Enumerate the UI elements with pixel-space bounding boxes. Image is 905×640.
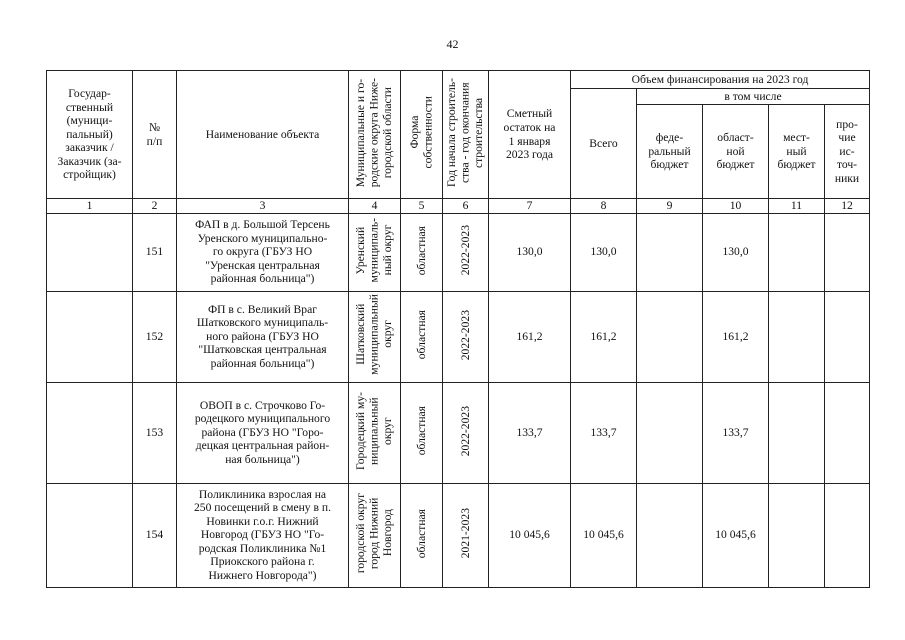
row-regional: 10 045,6 bbox=[703, 483, 769, 587]
row-municipality: Шатковский муниципальный округ bbox=[349, 291, 401, 382]
header-estimate: Сметный остаток на 1 января 2023 года bbox=[489, 71, 571, 199]
column-number: 9 bbox=[637, 199, 703, 214]
row-years: 2021-2023 bbox=[443, 483, 489, 587]
column-number: 3 bbox=[177, 199, 349, 214]
row-estimate: 133,7 bbox=[489, 382, 571, 483]
row-total: 161,2 bbox=[571, 291, 637, 382]
row-other bbox=[825, 382, 870, 483]
row-regional: 133,7 bbox=[703, 382, 769, 483]
column-number-row bbox=[47, 199, 870, 214]
row-regional: 161,2 bbox=[703, 291, 769, 382]
header-years: Год начала строитель- ства - год окончания строительства bbox=[443, 71, 489, 199]
header-ownership: Форма собственности bbox=[401, 71, 443, 199]
row-federal bbox=[637, 213, 703, 291]
header-other: про- чие ис- точ- ники bbox=[825, 105, 870, 199]
row-years: 2022-2023 bbox=[443, 213, 489, 291]
page-number: 42 bbox=[446, 37, 459, 51]
row-total: 130,0 bbox=[571, 213, 637, 291]
row-total: 133,7 bbox=[571, 382, 637, 483]
row-num: 152 bbox=[133, 291, 177, 382]
column-number: 11 bbox=[769, 199, 825, 214]
row-ownership: областная bbox=[401, 291, 443, 382]
column-number: 7 bbox=[489, 199, 571, 214]
header-local: мест- ный бюджет bbox=[769, 105, 825, 199]
row-regional: 130,0 bbox=[703, 213, 769, 291]
column-number: 4 bbox=[349, 199, 401, 214]
row-customer bbox=[47, 483, 133, 587]
row-local bbox=[769, 213, 825, 291]
column-number: 8 bbox=[571, 199, 637, 214]
row-object-name: ФП в с. Великий Враг Шатковского муниципаль- ного района (ГБУЗ НО "Шатковская центральная районная больница") bbox=[177, 291, 349, 382]
row-estimate: 10 045,6 bbox=[489, 483, 571, 587]
row-federal bbox=[637, 382, 703, 483]
row-customer bbox=[47, 291, 133, 382]
row-federal bbox=[637, 483, 703, 587]
row-other bbox=[825, 291, 870, 382]
table-row bbox=[47, 483, 870, 587]
row-municipality: городской округ город Нижний Новгород bbox=[349, 483, 401, 587]
header-federal: феде- ральный бюджет bbox=[637, 105, 703, 199]
header-including: в том числе bbox=[637, 89, 870, 105]
row-customer bbox=[47, 213, 133, 291]
header-regional: област- ной бюджет bbox=[703, 105, 769, 199]
header-funding: Объем финансирования на 2023 год bbox=[571, 71, 870, 89]
table-row bbox=[47, 213, 870, 291]
financing-table bbox=[46, 70, 870, 588]
row-object-name: ФАП в д. Большой Терсень Уренского муниципально- го округа (ГБУЗ НО "Уренская центральная районная больница") bbox=[177, 213, 349, 291]
column-number: 6 bbox=[443, 199, 489, 214]
row-num: 153 bbox=[133, 382, 177, 483]
column-number: 2 bbox=[133, 199, 177, 214]
row-years: 2022-2023 bbox=[443, 382, 489, 483]
row-federal bbox=[637, 291, 703, 382]
row-local bbox=[769, 291, 825, 382]
row-object-name: Поликлиника взрослая на 250 посещений в смену в п. Новинки г.о.г. Нижний Новгород (ГБУЗ НО "Го- родская Поликлиника №1 Приокского района г. Нижнего Новгорода") bbox=[177, 483, 349, 587]
column-number: 5 bbox=[401, 199, 443, 214]
table-row bbox=[47, 291, 870, 382]
row-num: 151 bbox=[133, 213, 177, 291]
row-years: 2022-2023 bbox=[443, 291, 489, 382]
row-municipality: Городецкий му- ниципальный округ bbox=[349, 382, 401, 483]
row-local bbox=[769, 382, 825, 483]
row-ownership: областная bbox=[401, 483, 443, 587]
row-local bbox=[769, 483, 825, 587]
row-object-name: ОВОП в с. Строчково Го- родецкого муниципального района (ГБУЗ НО "Горо- децкая центральная район- ная больница") bbox=[177, 382, 349, 483]
row-ownership: областная bbox=[401, 213, 443, 291]
row-ownership: областная bbox=[401, 382, 443, 483]
row-other bbox=[825, 483, 870, 587]
column-number: 10 bbox=[703, 199, 769, 214]
row-municipality: Уренский муниципаль- ный округ bbox=[349, 213, 401, 291]
header-object-name: Наименование объекта bbox=[177, 71, 349, 199]
header-municipality: Муниципальные и го- родские округа Ниже- городской области bbox=[349, 71, 401, 199]
header-total: Всего bbox=[571, 89, 637, 199]
row-other bbox=[825, 213, 870, 291]
header-num: № п/п bbox=[133, 71, 177, 199]
column-number: 1 bbox=[47, 199, 133, 214]
table-row bbox=[47, 382, 870, 483]
column-number: 12 bbox=[825, 199, 870, 214]
row-customer bbox=[47, 382, 133, 483]
row-total: 10 045,6 bbox=[571, 483, 637, 587]
row-estimate: 130,0 bbox=[489, 213, 571, 291]
row-estimate: 161,2 bbox=[489, 291, 571, 382]
row-num: 154 bbox=[133, 483, 177, 587]
header-customer: Государ- ственный (муници- пальный) заказчик / Заказчик (за- стройщик) bbox=[47, 71, 133, 199]
